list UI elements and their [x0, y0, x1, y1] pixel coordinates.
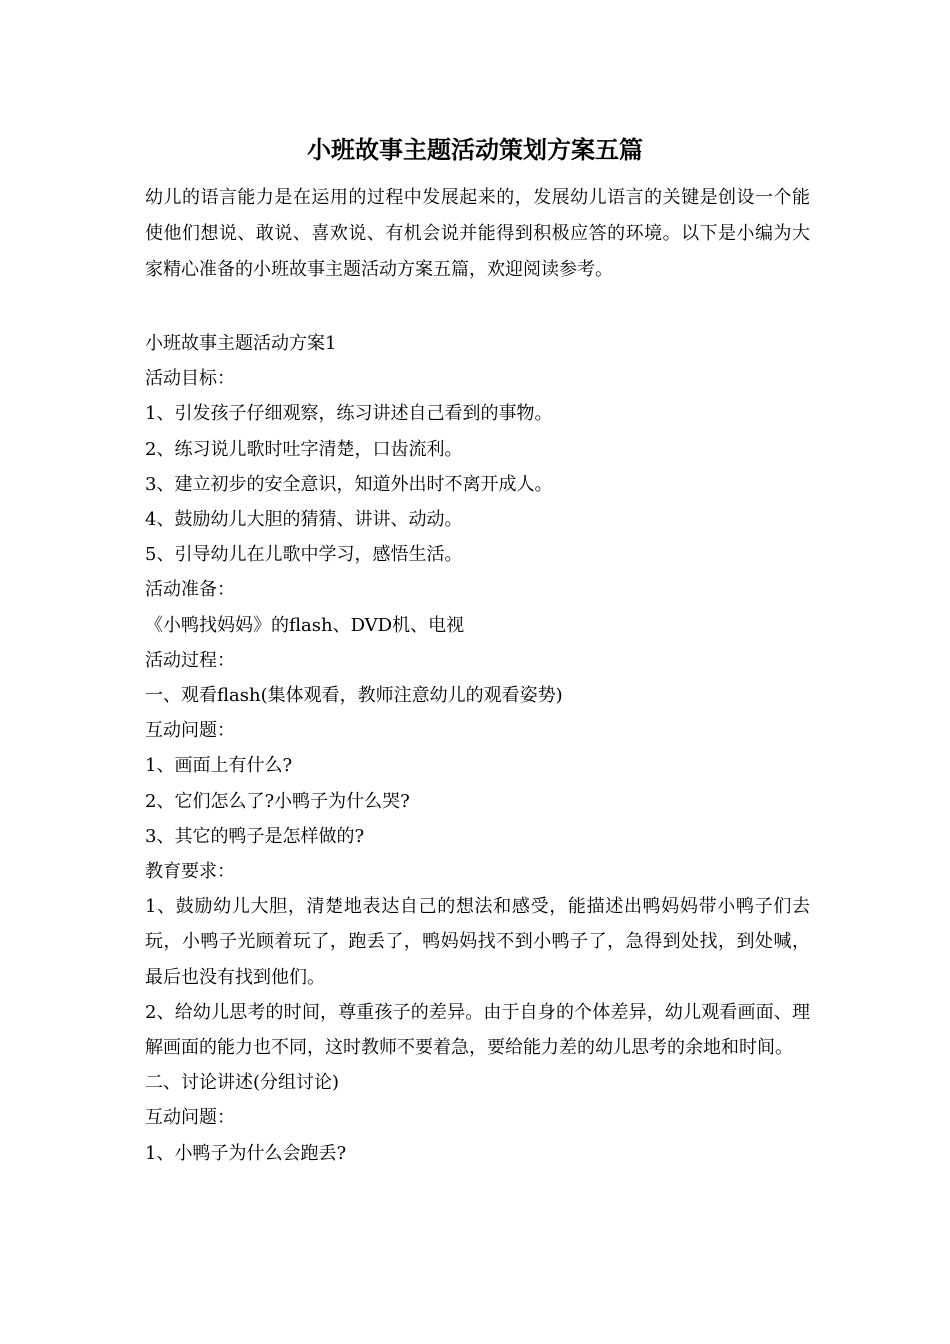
list-item: 4、鼓励幼儿大胆的猜猜、讲讲、动动。 [145, 509, 463, 531]
paragraph: 二、讨论讲述(分组讨论) [145, 1072, 340, 1094]
subheading-preparation: 活动准备： [145, 579, 235, 601]
list-item: 2、练习说儿歌时吐字清楚，口齿流利。 [145, 438, 463, 460]
list-item: 1、引发孩子仔细观察，练习讲述自己看到的事物。 [145, 403, 553, 425]
intro-paragraph: 幼儿的语言能力是在运用的过程中发展起来的，发展幼儿语言的关键是创设一个能使他们想说、敢说、喜欢说、有机会说并能得到积极应答的环境。以下是小编为大家精心准备的小班故事主题活动方案五篇，欢迎阅读参考。 [145, 187, 810, 280]
list-item: 3、建立初步的安全意识，知道外出时不离开成人。 [145, 473, 553, 495]
document-title: 小班故事主题活动策划方案五篇 [307, 135, 643, 164]
list-item: 1、画面上有什么? [145, 755, 293, 777]
list-item: 2、给幼儿思考的时间，尊重孩子的差异。由于自身的个体差异，幼儿观看画面、理解画面的能力也不同，这时教师不要着急，要给能力差的幼儿思考的余地和时间。 [145, 1001, 810, 1059]
section-heading: 小班故事主题活动方案1 [145, 333, 337, 354]
list-item: 1、小鸭子为什么会跑丢? [145, 1142, 347, 1164]
list-item: 1、鼓励幼儿大胆，清楚地表达自己的想法和感受，能描述出鸭妈妈带小鸭子们去玩，小鸭子光顾着玩了，跑丢了，鸭妈妈找不到小鸭子了，急得到处找，到处喊，最后也没有找到他们。 [145, 896, 810, 988]
list-item: 2、它们怎么了?小鸭子为什么哭? [145, 790, 410, 812]
subheading-process: 活动过程： [145, 649, 235, 671]
document-body [145, 326, 810, 1171]
paragraph: 《小鸭找妈妈》的flash、DVD机、电视 [145, 614, 465, 636]
subheading-questions: 互动问题： [145, 720, 235, 742]
list-item: 3、其它的鸭子是怎样做的? [145, 825, 365, 847]
list-item: 5、引导幼儿在儿歌中学习，感悟生活。 [145, 544, 463, 566]
subheading-requirements: 教育要求： [145, 861, 235, 883]
subheading-questions: 互动问题： [145, 1107, 235, 1129]
subheading-goals: 活动目标： [145, 368, 235, 390]
paragraph: 一、观看flash(集体观看，教师注意幼儿的观看姿势) [145, 685, 563, 707]
